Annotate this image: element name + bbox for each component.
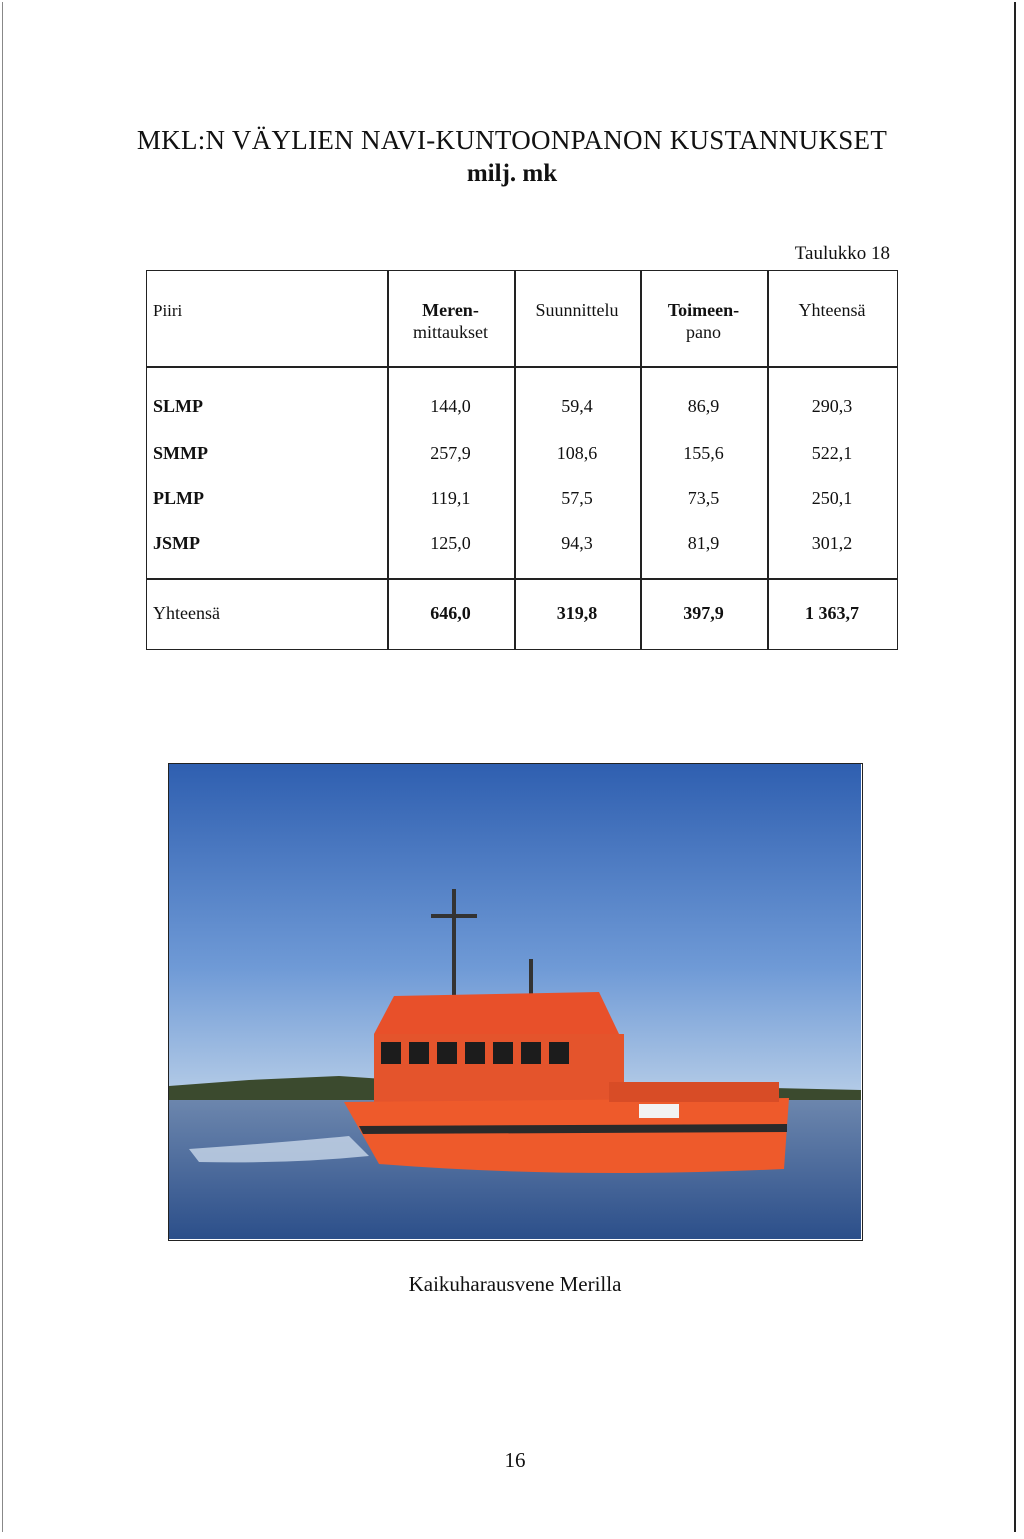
row-toimeenpano: 73,5 — [687, 488, 720, 508]
row-merenmittaukset: 144,0 — [430, 396, 471, 416]
row-suunnittelu: 108,6 — [556, 443, 598, 463]
cabin-windows — [381, 1042, 569, 1064]
row-toimeenpano: 86,9 — [687, 396, 720, 416]
header-yhteensa: Yhteensä — [798, 300, 866, 320]
row-yhteensa: 301,2 — [811, 533, 853, 553]
row-merenmittaukset: 125,0 — [430, 533, 471, 553]
header-merenmittaukset-line1: Meren- — [422, 300, 479, 320]
header-toimeenpano-line1: Toimeen- — [667, 300, 740, 320]
cabin-roof — [374, 992, 619, 1034]
boat-photo — [168, 763, 863, 1241]
row-merenmittaukset: 119,1 — [430, 488, 471, 508]
total-suunnittelu: 319,8 — [556, 603, 598, 623]
total-yhteensa: 1 363,7 — [805, 603, 859, 623]
table-label: Taulukko 18 — [794, 243, 890, 264]
header-suunnittelu: Suunnittelu — [535, 300, 619, 320]
total-merenmittaukset: 646,0 — [430, 603, 471, 623]
table-divider — [147, 578, 897, 580]
photo-caption: Kaikuharausvene Merilla — [408, 1272, 622, 1296]
page-subtitle: milj. mk — [466, 160, 558, 187]
mast — [452, 889, 456, 1009]
page-number: 16 — [504, 1448, 526, 1472]
header-piiri: Piiri — [153, 301, 183, 320]
row-merenmittaukset: 257,9 — [430, 443, 471, 463]
header-toimeenpano — [640, 299, 767, 343]
aft-deck — [609, 1082, 779, 1102]
boat-photo-illustration — [169, 764, 861, 1239]
row-yhteensa: 250,1 — [811, 488, 853, 508]
row-piiri: PLMP — [153, 488, 204, 508]
page-title: MKL:N VÄYLIEN NAVI-KUNTOONPANON KUSTANNUKSET — [136, 125, 888, 155]
row-suunnittelu: 94,3 — [561, 533, 593, 553]
row-toimeenpano: 81,9 — [687, 533, 720, 553]
row-toimeenpano: 155,6 — [683, 443, 724, 463]
header-merenmittaukset-line2: mittaukset — [413, 322, 488, 342]
hull-marking — [639, 1104, 679, 1118]
header-toimeenpano-line2: pano — [686, 322, 721, 342]
total-piiri: Yhteensä — [153, 603, 220, 623]
row-suunnittelu: 59,4 — [561, 396, 593, 416]
row-suunnittelu: 57,5 — [561, 488, 593, 508]
row-piiri: SMMP — [153, 443, 208, 463]
row-yhteensa: 522,1 — [811, 443, 853, 463]
mast-crossbar — [431, 914, 477, 918]
row-yhteensa: 290,3 — [811, 396, 853, 416]
header-merenmittaukset — [387, 299, 514, 343]
hull — [344, 1098, 789, 1173]
row-piiri: SLMP — [153, 396, 204, 416]
table-divider — [147, 366, 897, 368]
total-toimeenpano: 397,9 — [683, 603, 724, 623]
row-piiri: JSMP — [153, 533, 200, 553]
cost-table — [146, 270, 898, 650]
